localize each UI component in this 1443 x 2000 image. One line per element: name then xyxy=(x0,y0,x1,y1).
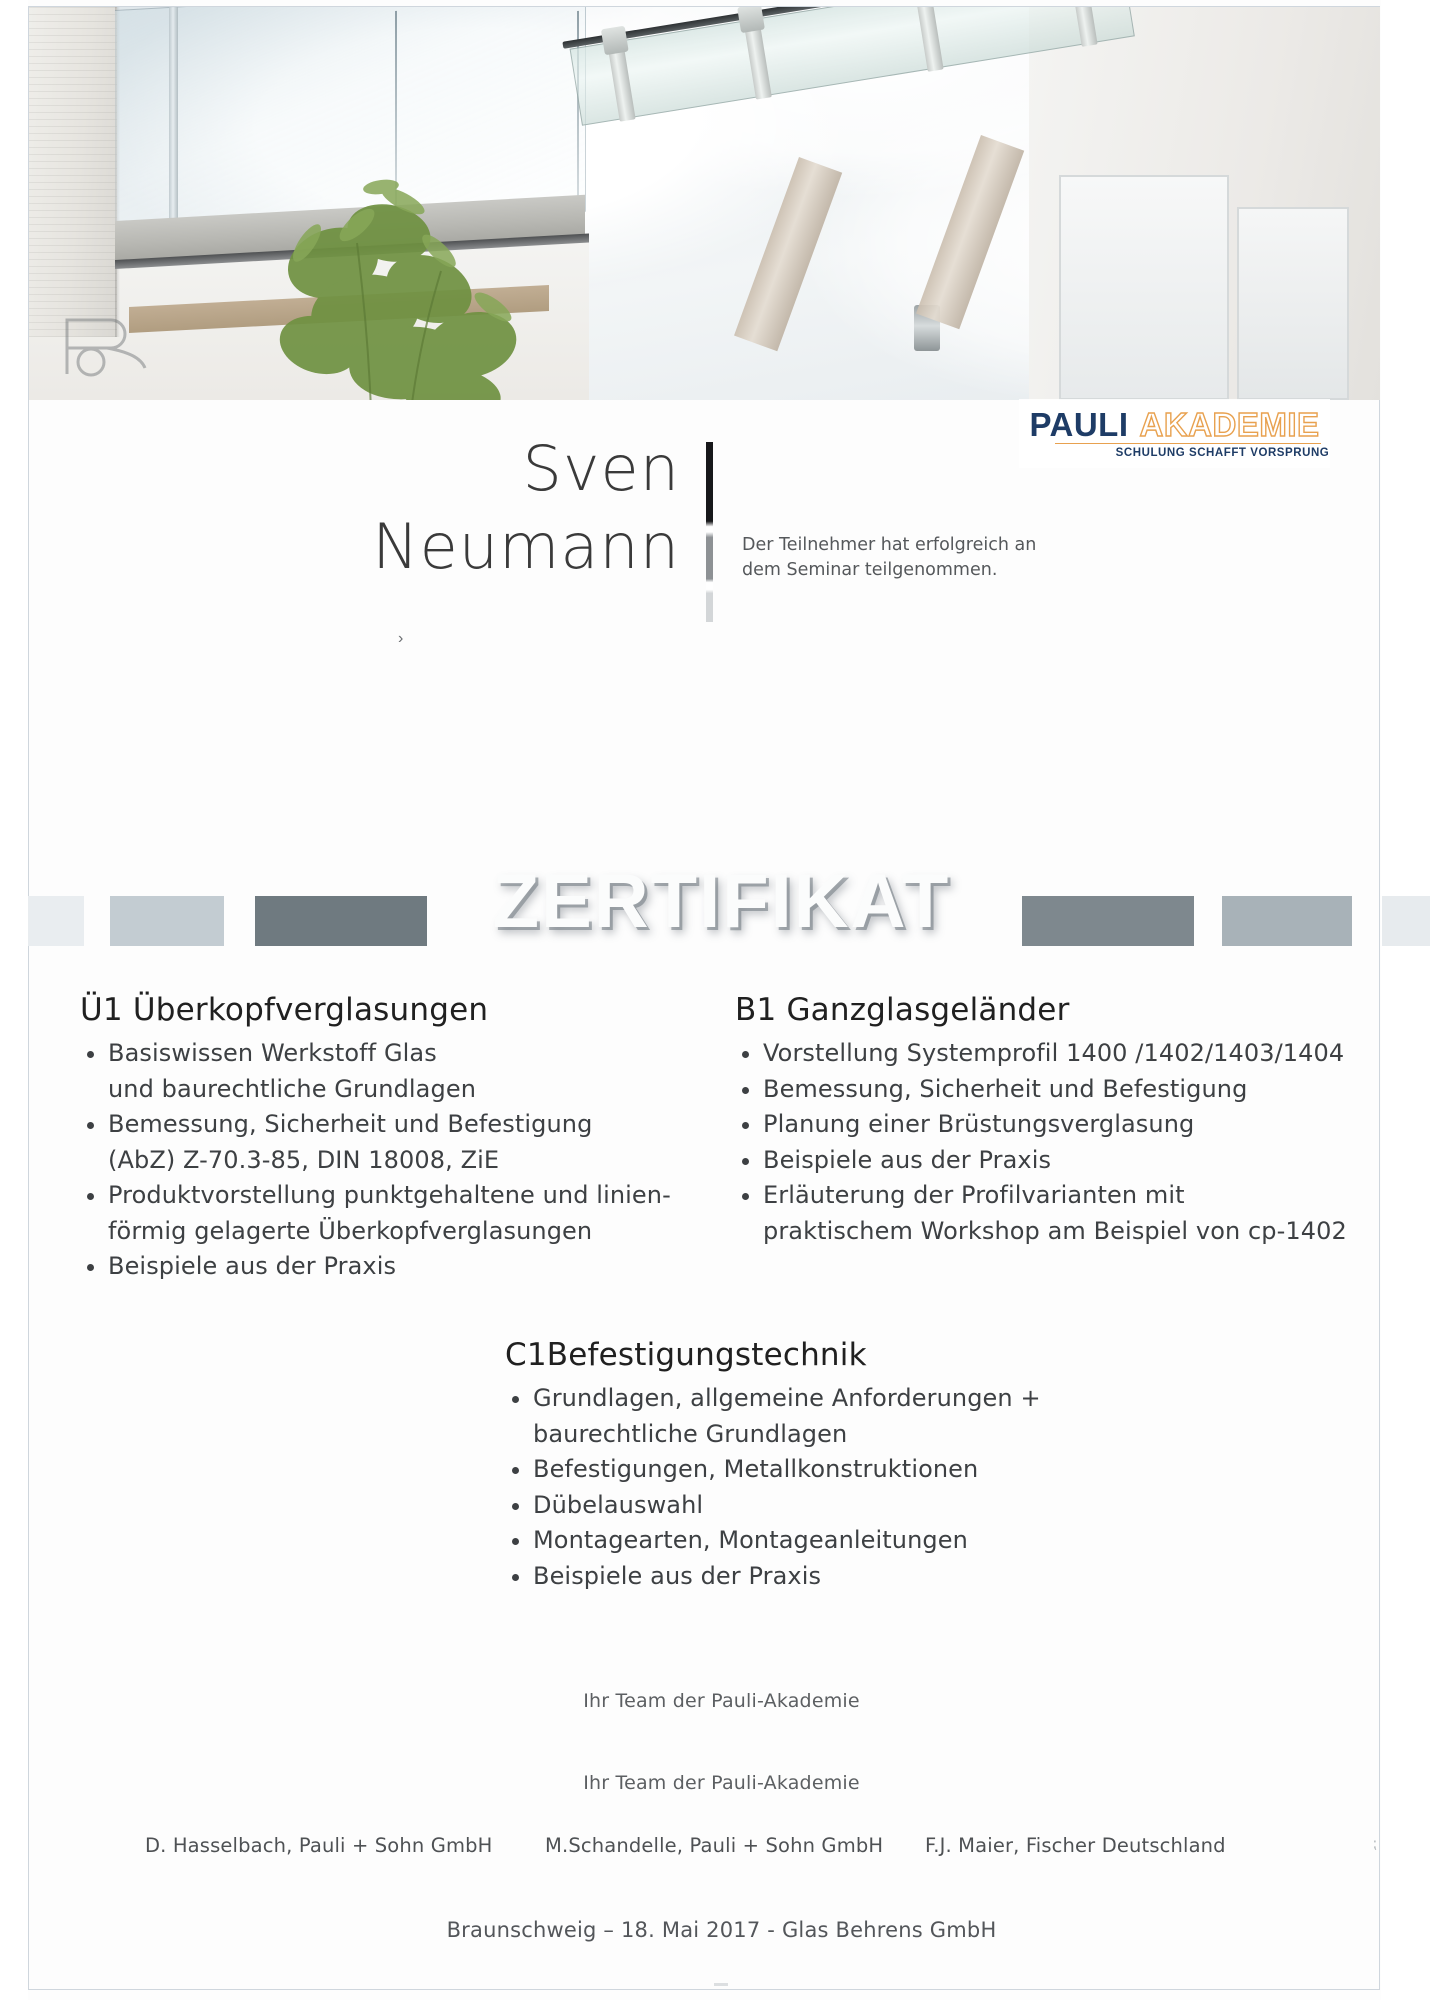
team-signoff-2: Ihr Team der Pauli-Akademie xyxy=(583,1772,860,1794)
course-module-c1 xyxy=(505,1335,1205,1594)
brick-wall-column xyxy=(29,7,117,337)
course-topic-item xyxy=(735,1178,1395,1249)
participant-name-column xyxy=(0,430,706,586)
course-topic-item xyxy=(735,1072,1395,1108)
participation-note-line-2: dem Seminar teilgenommen. xyxy=(742,560,998,580)
course-title-u1: Ü1 Überkopfverglasungen xyxy=(80,992,489,1028)
canopy-point-fixing xyxy=(601,26,629,56)
course-module-u1 xyxy=(80,990,680,1285)
course-topic-line: Erläuterung der Profilvarianten mit xyxy=(763,1181,1185,1209)
course-topic-item xyxy=(80,1249,680,1285)
course-topic-line: Bemessung, Sicherheit und Befestigung xyxy=(108,1110,593,1138)
team-signoff-1: Ihr Team der Pauli-Akademie xyxy=(583,1690,860,1712)
course-topic-item xyxy=(505,1381,1205,1452)
participation-note xyxy=(742,533,1142,583)
course-topic-line: Montagearten, Montageanleitungen xyxy=(533,1526,968,1554)
course-topic-line: Beispiele aus der Praxis xyxy=(763,1145,1052,1174)
course-title-c1: C1Befestigungstechnik xyxy=(505,1337,867,1373)
canopy-point-fixing xyxy=(737,7,765,33)
certificate-title: ZERTIFIKAT xyxy=(492,859,951,944)
course-topic-line: Dübelauswahl xyxy=(533,1490,704,1519)
railing-support-post xyxy=(169,7,178,245)
participant-last-name: Neumann xyxy=(372,510,680,583)
course-topic-line: Beispiele aus der Praxis xyxy=(533,1561,822,1590)
course-topic-line: Beispiele aus der Praxis xyxy=(108,1252,397,1280)
course-topic-item xyxy=(505,1488,1205,1524)
course-topic-line-continued: baurechtliche Grundlagen xyxy=(533,1419,848,1448)
course-topic-item xyxy=(80,1178,680,1249)
header-photograph xyxy=(29,7,1380,400)
course-topic-item xyxy=(505,1452,1205,1488)
course-topic-line-continued: (AbZ) Z-70.3-85, DIN 18008, ZiE xyxy=(108,1145,500,1174)
course-topic-item xyxy=(505,1559,1205,1595)
course-topic-line: Vorstellung Systemprofil 1400 /1402/1403/1404 xyxy=(763,1039,1345,1067)
scan-edge-mark: ⁏ xyxy=(1371,1835,1377,1852)
signature-row xyxy=(0,1834,1443,1874)
signature-1: D. Hasselbach, Pauli + Sohn GmbH xyxy=(145,1834,493,1857)
certificate-footer xyxy=(0,1690,1443,1942)
course-topic-item xyxy=(735,1036,1395,1072)
scan-ink-speck: › xyxy=(398,630,404,647)
course-topic-line-continued: praktischem Workshop am Beispiel von cp-1402 xyxy=(763,1216,1347,1245)
course-topic-line-continued: und baurechtliche Grundlagen xyxy=(108,1074,477,1103)
logo-secondary-text: AKADEMIE xyxy=(1139,405,1320,443)
name-vertical-divider xyxy=(706,442,713,622)
course-topic-list xyxy=(505,1381,1205,1594)
course-topic-item xyxy=(735,1143,1395,1179)
course-topic-line: Befestigungen, Metallkonstruktionen xyxy=(533,1455,979,1483)
course-title-b1: B1 Ganzglasgeländer xyxy=(735,992,1070,1028)
course-topic-item xyxy=(505,1523,1205,1559)
signature-3: F.J. Maier, Fischer Deutschland xyxy=(925,1834,1226,1857)
course-module-b1 xyxy=(735,990,1395,1249)
course-topic-line: Bemessung, Sicherheit und Befestigung xyxy=(763,1074,1248,1103)
scan-bottom-tick xyxy=(714,1983,728,1986)
course-topic-line-continued: förmig gelagerte Überkopfverglasungen xyxy=(108,1216,593,1245)
entrance-door-panel xyxy=(1059,175,1229,400)
course-topic-item xyxy=(735,1107,1395,1143)
entrance-sidelight-panel xyxy=(1237,207,1349,400)
certificate-title-banner xyxy=(0,858,1443,963)
course-topic-line: Planung einer Brüstungsverglasung xyxy=(763,1110,1195,1138)
participation-note-line-1: Der Teilnehmer hat erfolgreich an xyxy=(742,535,1037,555)
course-topic-list xyxy=(735,1036,1395,1249)
participant-first-name: Sven xyxy=(522,432,680,505)
signature-2: M.Schandelle, Pauli + Sohn GmbH xyxy=(545,1834,884,1857)
bamboo-plant xyxy=(261,167,543,400)
logo-primary-text: PAULI xyxy=(1029,405,1129,443)
course-topic-item xyxy=(80,1107,680,1178)
logo-tagline: SCHULUNG SCHAFFT VORSPRUNG xyxy=(1115,447,1330,460)
course-topic-list xyxy=(80,1036,680,1285)
course-topic-line: Grundlagen, allgemeine Anforderungen + xyxy=(533,1384,1041,1412)
course-topic-line: Produktvorstellung punktgehaltene und linien- xyxy=(108,1181,671,1209)
course-topic-item xyxy=(80,1036,680,1107)
place-and-date: Braunschweig – 18. Mai 2017 - Glas Behrens GmbH xyxy=(446,1918,997,1942)
glass-etched-logo-mark xyxy=(57,312,157,382)
participant-name-block xyxy=(0,430,1443,660)
course-topic-line: Basiswissen Werkstoff Glas xyxy=(108,1039,437,1067)
